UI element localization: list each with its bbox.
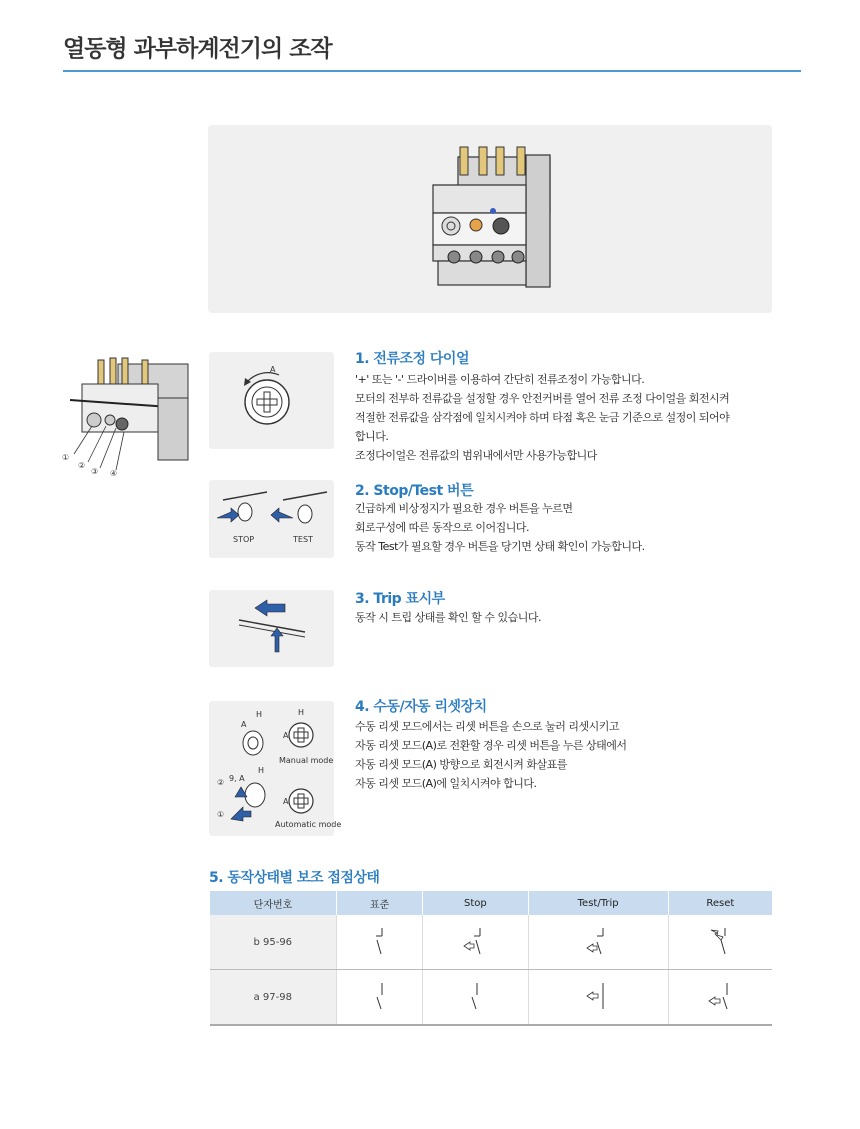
overview-marker-4: ④ xyxy=(110,469,118,478)
section-1-line: 모터의 전부하 전류값을 설정할 경우 안전커버를 열어 전류 조정 다이얼을 회전시켜 xyxy=(355,392,730,405)
section-3-title: 3. Trip 표시부 xyxy=(355,591,445,607)
section-2-body xyxy=(355,499,645,556)
manual-mode-label: Manual mode xyxy=(279,756,334,765)
contacts-table xyxy=(209,891,772,1026)
manual-dial-h-label: H xyxy=(298,708,305,717)
section-1-title: 1. 전류조정 다이얼 xyxy=(355,351,469,367)
manual-h-label: H xyxy=(256,710,263,719)
reset-mode-icon xyxy=(209,701,342,836)
stop-test-illustration-panel xyxy=(209,480,334,558)
trip-indicator-icon xyxy=(209,590,334,667)
page-title: 열동형 과부하계전기의 조작 xyxy=(63,36,332,62)
overview-marker-1: ① xyxy=(62,453,70,462)
auto-h-label: H xyxy=(258,766,265,775)
test-label: TEST xyxy=(293,535,313,544)
contact-symbol xyxy=(423,915,528,970)
contact-symbol xyxy=(337,915,423,970)
section-4-body xyxy=(355,717,626,793)
section-4-line: 자동 리셋 모드(A)로 전환할 경우 리셋 버튼을 누른 상태에서 xyxy=(355,739,627,752)
title-rule xyxy=(63,70,801,72)
section-2-line: 회로구성에 따른 동작으로 이어집니다. xyxy=(355,521,530,534)
overview-marker-2: ② xyxy=(78,461,86,470)
section-2-line: 긴급하게 비상정지가 필요한 경우 버튼을 누르면 xyxy=(355,502,573,515)
automatic-mode-label: Automatic mode xyxy=(275,820,342,829)
contact-symbol xyxy=(423,970,528,1026)
section-4-line: 수동 리셋 모드에서는 리셋 버튼을 손으로 눌러 리셋시키고 xyxy=(355,720,619,733)
contact-symbol xyxy=(668,970,772,1026)
contact-symbol xyxy=(337,970,423,1026)
hero-image-panel xyxy=(208,125,772,313)
section-4-line: 자동 리셋 모드(A) 방향으로 회전시켜 화살표를 xyxy=(355,758,567,771)
section-1-line: '+' 또는 '-' 드라이버를 이용하여 간단히 전류조정이 가능합니다. xyxy=(355,373,645,386)
section-2-line: 동작 Test가 필요할 경우 버튼을 당기면 상태 확인이 가능합니다. xyxy=(355,540,645,553)
table-row xyxy=(210,915,773,970)
terminal-cell: a 97-98 xyxy=(210,970,337,1026)
contact-symbol xyxy=(668,915,772,970)
reset-mode-illustration-panel xyxy=(209,701,342,836)
trip-indicator-illustration-panel xyxy=(209,590,334,667)
dial-label-a: A xyxy=(270,365,276,374)
stop-test-button-icon xyxy=(209,480,334,558)
section-1-line: 합니다. xyxy=(355,430,389,443)
stop-label: STOP xyxy=(233,535,255,544)
section-1-body xyxy=(355,370,729,465)
header-stop: Stop xyxy=(423,891,528,915)
dial-illustration-panel xyxy=(209,352,334,449)
table-row xyxy=(210,970,773,1026)
section-1-line: 조정다이얼은 전류값의 범위내에서만 사용가능합니다 xyxy=(355,449,597,462)
header-standard: 표준 xyxy=(337,891,423,915)
manual-dial-a-label: A xyxy=(283,731,289,740)
section-1-line: 적절한 전류값을 삼각점에 일치시켜야 하며 타점 혹은 눈금 기준으로 설정이 되어야 xyxy=(355,411,730,424)
auto-rotate-label: 9, A xyxy=(229,774,245,783)
overview-marker-3: ③ xyxy=(91,467,99,476)
section-5-title: 5. 동작상태별 보조 접점상태 xyxy=(209,870,380,886)
contact-symbol xyxy=(528,915,668,970)
auto-step-1-label: ① xyxy=(217,810,225,819)
current-dial-icon xyxy=(209,352,334,449)
section-3-body xyxy=(355,608,541,627)
header-terminal: 단자번호 xyxy=(210,891,337,915)
auto-step-2-label: ② xyxy=(217,778,225,787)
manual-a-label: A xyxy=(241,720,247,729)
auto-dial-a-label: A xyxy=(283,797,289,806)
relay-product-illustration xyxy=(208,125,772,313)
contact-symbol xyxy=(528,970,668,1026)
section-2-title: 2. Stop/Test 버튼 xyxy=(355,483,474,499)
relay-overview-illustration xyxy=(58,354,198,484)
section-4-line: 자동 리셋 모드(A)에 일치시켜야 합니다. xyxy=(355,777,537,790)
terminal-cell: b 95-96 xyxy=(210,915,337,970)
section-3-line: 동작 시 트립 상태를 확인 할 수 있습니다. xyxy=(355,611,541,624)
header-reset: Reset xyxy=(668,891,772,915)
header-test-trip: Test/Trip xyxy=(528,891,668,915)
section-4-title: 4. 수동/자동 리셋장치 xyxy=(355,699,487,715)
